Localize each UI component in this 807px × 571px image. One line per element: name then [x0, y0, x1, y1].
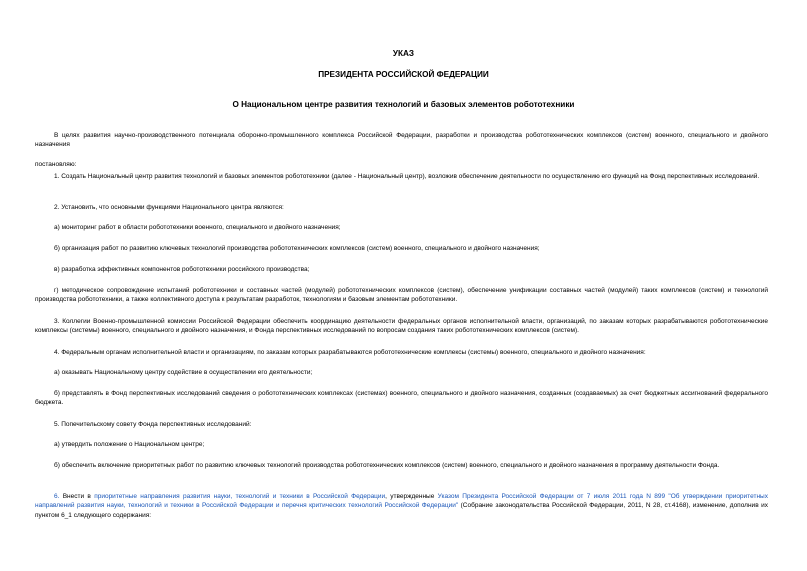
doc-type-heading: УКАЗ: [392, 49, 415, 58]
issuer-heading: ПРЕЗИДЕНТА РОССИЙСКОЙ ФЕДЕРАЦИИ: [318, 70, 489, 79]
resolve-line: постановляю:: [35, 161, 77, 168]
paragraph-2c: в) разработка эффективных компонентов робототехники российского производства;: [54, 266, 310, 273]
paragraph-1: 1. Создать Национальный центр развития технологий и базовых элементов робототехники (далее - Национальный центр), возложив обеспечение деятельности по осуществлению его функций на Фонд перспективных исследований.: [54, 173, 760, 180]
paragraph-6: [35, 492, 768, 520]
paragraph-6-number-link[interactable]: 6.: [54, 493, 60, 500]
paragraph-4a: а) оказывать Национальному центру содействие в осуществлении его деятельности;: [54, 369, 313, 376]
paragraph-4b: б) представлять в Фонд перспективных исследований сведения о робототехнических комплексах (системах) военного, специального и двойного назначения, созданных (создаваемых) за счет бюджетных ассигнований федерального бюджета.: [35, 390, 768, 407]
decree-899-link[interactable]: Указом Президента Российской Федерации от 7 июля 2011 года N 899 "Об утверждении приоритетных направлений развития науки, технологий и техники в Российской Федерации и перечня критических технологий Российской Федерации": [35, 493, 768, 510]
priority-directions-link[interactable]: приоритетные направления развития науки, технологий и техники в Российской Федерации: [94, 493, 386, 500]
decree-title: О Национальном центре развития технологий и базовых элементов робототехники: [232, 100, 575, 109]
paragraph-2b: б) организация работ по развитию ключевых технологий производства робототехнических комплексов (систем) военного, специального и двойного назначения;: [54, 245, 540, 252]
paragraph-2a: а) мониторинг работ в области робототехники военного, специального и двойного назначения;: [54, 224, 341, 231]
paragraph-6-text-1: Внести в: [59, 493, 95, 500]
paragraph-5: 5. Попечительскому совету Фонда перспективных исследований:: [54, 421, 252, 428]
paragraph-2: 2. Установить, что основными функциями Национального центра являются:: [54, 204, 284, 211]
paragraph-5a: а) утвердить положение о Национальном центре;: [54, 441, 205, 448]
intro-paragraph: В целях развития научно-производственного потенциала оборонно-промышленного комплекса Российской Федерации, разработки и производства робототехнических комплексов (систем) военного, специального и двойного назначения: [35, 132, 768, 149]
paragraph-4: 4. Федеральным органам исполнительной власти и организациям, по заказам которых разрабатываются робототехнические комплексы (системы) военного, специального и двойного назначения:: [54, 349, 646, 356]
paragraph-3: 3. Коллегии Военно-промышленной комиссии Российской Федерации обеспечить координацию деятельности федеральных органов исполнительной власти, организаций, по заказам которых разрабатываются робототехнические комплексы (системы) военного, специального и двойного назначения, и Фонда перспективных исследований по вопросам создания таких робототехнических комплексов (систем).: [35, 318, 768, 335]
paragraph-6-text-2: , утвержденные: [385, 493, 438, 500]
paragraph-2d: г) методическое сопровождение испытаний робототехники и составных частей (модулей) робототехнических комплексов (систем), обеспечение унификации составных частей (модулей) таких комплексов (систем) и технологий производства робототехники, а также коллективного доступа к результатам разработок, технологиям и базовым элементам робототехники.: [35, 287, 768, 304]
paragraph-6-text-3: (Собрание законодательства Российской Федерации, 2011, N 28, ст.4168), изменение, дополнив их пунктом 6_1 следующего содержания:: [35, 502, 768, 519]
paragraph-5b: б) обеспечить включение приоритетных работ по развитию ключевых технологий производства робототехнических комплексов (систем) военного, специального и двойного назначения в программу деятельности Фонда.: [54, 462, 720, 469]
